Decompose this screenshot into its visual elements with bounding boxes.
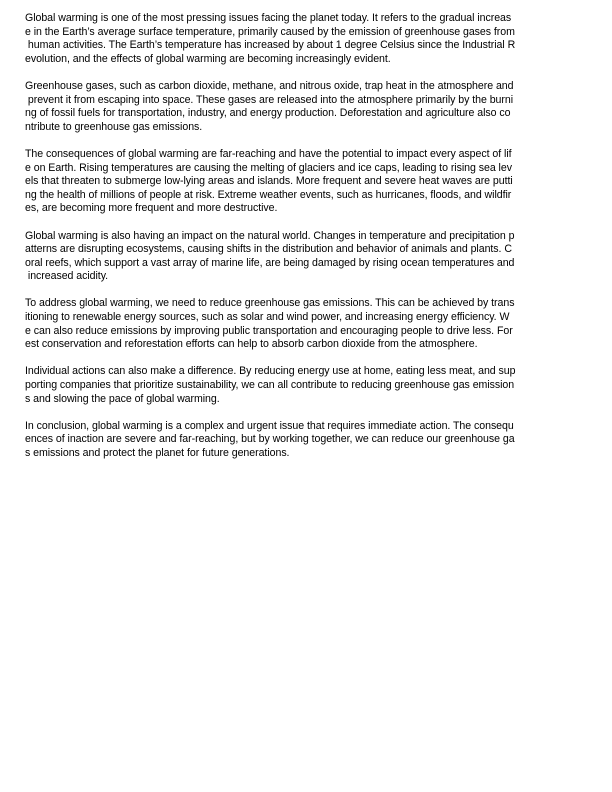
text-line: s and slowing the pace of global warming.: [25, 392, 220, 405]
text-line: To address global warming, we need to reduce greenhouse gas emissions. This can be achieved by trans: [25, 297, 515, 310]
text-line: est conservation and reforestation efforts can help to absorb carbon dioxide from the atmosphere.: [25, 338, 478, 351]
paragraph-consequences: [25, 148, 595, 216]
text-line: e in the Earth’s average surface temperature, primarily caused by the emission of greenhouse gases from: [25, 25, 515, 38]
text-line: ng of fossil fuels for transportation, industry, and energy production. Deforestation and agriculture also co: [25, 107, 511, 120]
text-line: oral reefs, which support a vast array of marine life, are being damaged by rising ocean temperatures and: [25, 256, 515, 269]
paragraph-natural-world: [25, 230, 595, 284]
paragraph-individual-actions: [25, 365, 595, 406]
document-page: [25, 12, 595, 474]
text-line: ntribute to greenhouse gas emissions.: [25, 120, 203, 133]
paragraph-conclusion: [25, 420, 595, 461]
text-line: e can also reduce emissions by improving public transportation and encouraging people to drive less. For: [25, 324, 513, 337]
paragraph-greenhouse-gases: [25, 80, 595, 134]
text-line: In conclusion, global warming is a complex and urgent issue that requires immediate action. The consequ: [25, 419, 514, 432]
text-line: human activities. The Earth’s temperature has increased by about 1 degree Celsius since the Industrial R: [25, 39, 516, 52]
text-line: porting companies that prioritize sustainability, we can all contribute to reducing greenhouse gas emission: [25, 379, 515, 392]
text-line: ences of inaction are severe and far-reaching, but by working together, we can reduce our greenhouse ga: [25, 433, 515, 446]
text-line: s emissions and protect the planet for future generations.: [25, 447, 290, 459]
text-line: Global warming is also having an impact on the natural world. Changes in temperature and precipitation p: [25, 229, 515, 242]
text-line: Greenhouse gases, such as carbon dioxide, methane, and nitrous oxide, trap heat in the atmosphere and: [25, 79, 514, 92]
text-line: increased acidity.: [25, 270, 109, 283]
paragraph-introduction: [25, 12, 595, 66]
text-line: evolution, and the effects of global warming are becoming increasingly evident.: [25, 52, 391, 65]
text-line: itioning to renewable energy sources, such as solar and wind power, and increasing energy efficiency. W: [25, 311, 510, 324]
text-line: els that threaten to submerge low-lying areas and islands. More frequent and severe heat waves are putti: [25, 175, 513, 188]
paragraph-solutions: [25, 297, 595, 351]
text-line: ng the health of millions of people at risk. Extreme weather events, such as hurricanes, floods, and wildfir: [25, 188, 512, 201]
text-line: atterns are disrupting ecosystems, causing shifts in the distribution and behavior of animals and plants. C: [25, 243, 512, 256]
text-line: prevent it from escaping into space. These gases are released into the atmosphere primarily by the burni: [25, 93, 514, 106]
text-line: The consequences of global warming are far-reaching and have the potential to impact every aspect of lif: [25, 147, 512, 160]
text-line: e on Earth. Rising temperatures are causing the melting of glaciers and ice caps, leading to rising sea lev: [25, 161, 512, 174]
text-line: Global warming is one of the most pressing issues facing the planet today. It refers to the gradual increas: [25, 12, 512, 24]
text-line: Individual actions can also make a difference. By reducing energy use at home, eating less meat, and sup: [25, 365, 516, 378]
text-line: es, are becoming more frequent and more destructive.: [25, 202, 278, 215]
